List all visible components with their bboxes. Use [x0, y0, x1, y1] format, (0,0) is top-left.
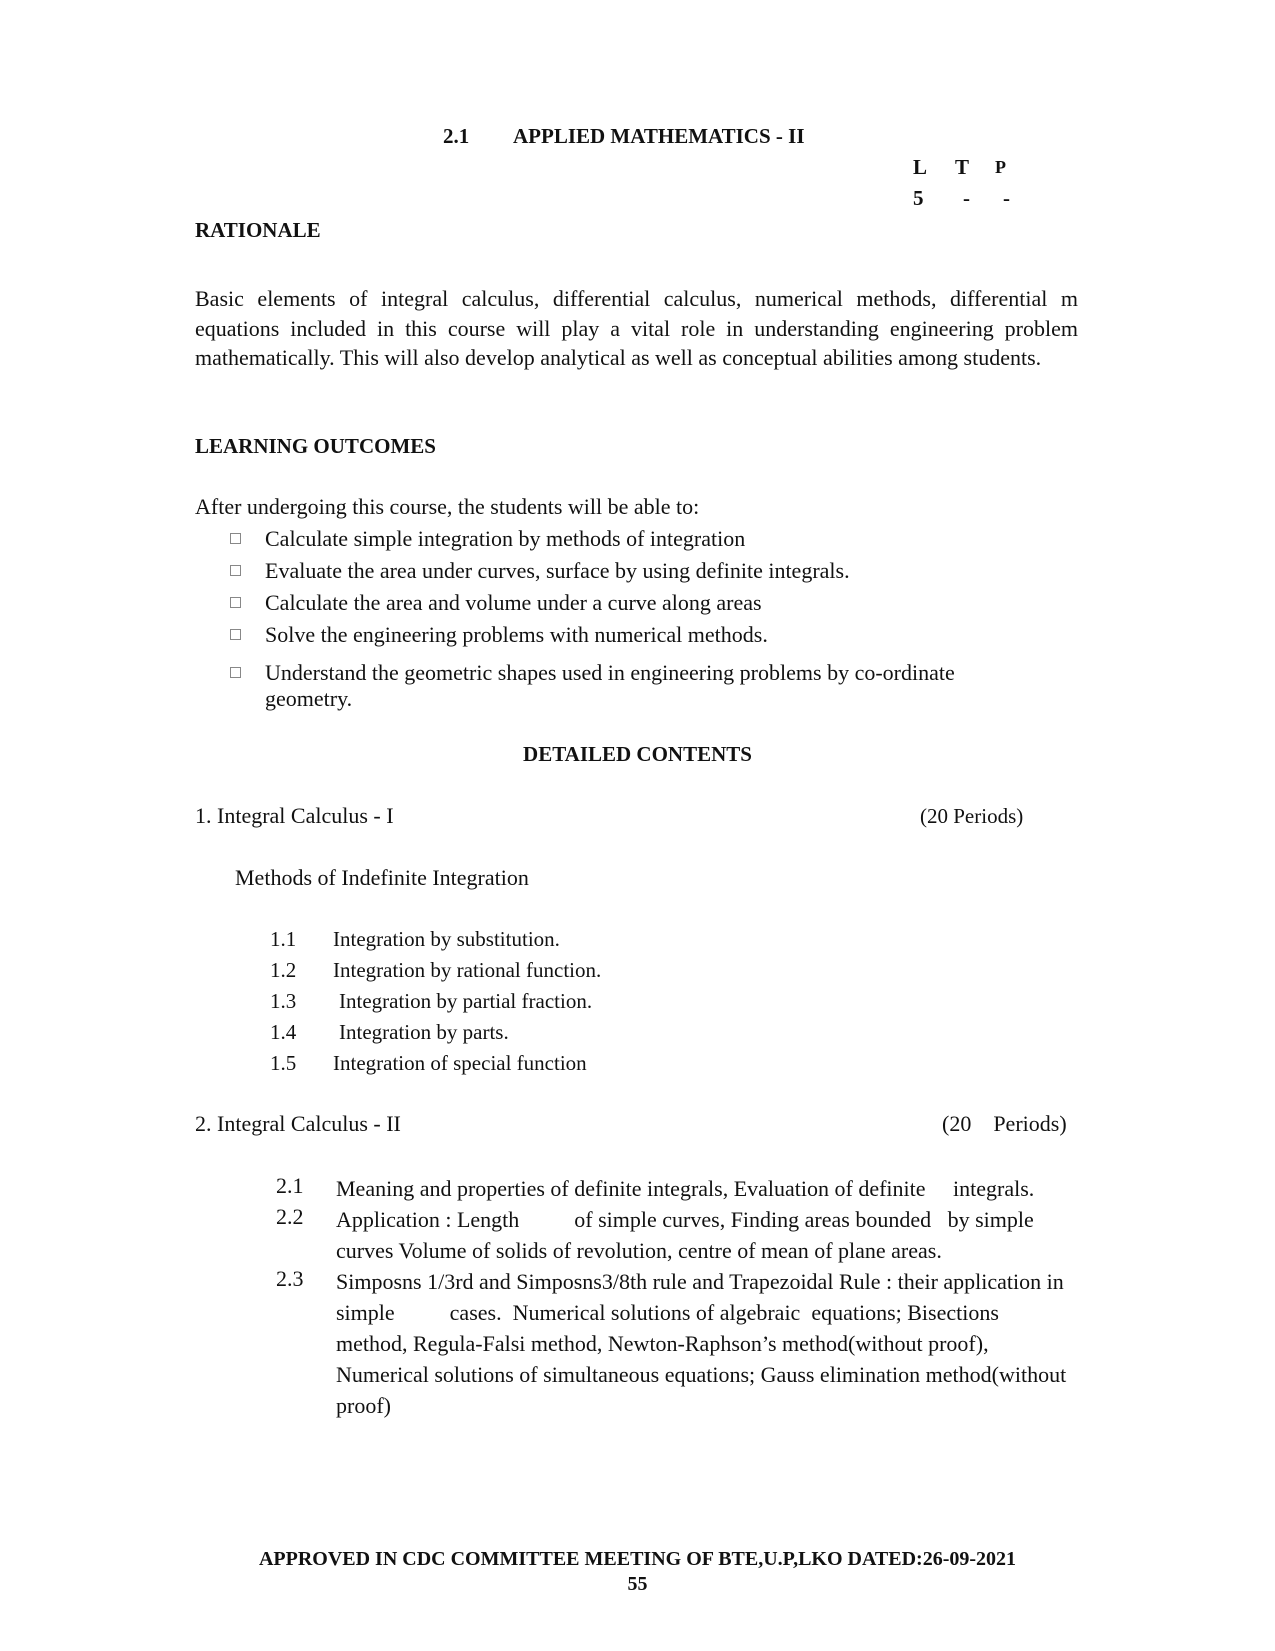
learning-outcomes-intro: After undergoing this course, the students will be able to:: [195, 494, 700, 519]
page-title: APPLIED MATHEMATICS - II: [513, 124, 805, 148]
checkbox-glyph-icon: [230, 565, 241, 576]
outcome-text: Solve the engineering problems with numerical methods.: [265, 622, 768, 647]
ltp-label-l: L: [913, 155, 928, 179]
unit1-item-text: Integration of special function: [333, 1051, 587, 1075]
unit1-item-number: 1.5: [270, 1051, 297, 1075]
approval-footer: APPROVED IN CDC COMMITTEE MEETING OF BTE,U.P,LKO DATED:26-09-2021: [258, 1548, 1017, 1570]
unit2-item-text: Application : Length of simple curves, Finding areas bounded by simple curves Volume of solids of revolution, centre of mean of plane areas.: [336, 1207, 1040, 1263]
checkbox-glyph-icon: [230, 667, 241, 678]
ltp-label-t: T: [955, 155, 970, 179]
checkbox-glyph-icon: [230, 597, 241, 608]
outcome-text: Calculate simple integration by methods of integration: [265, 526, 746, 551]
ltp-value-p: -: [1003, 186, 1010, 210]
unit1-item-text: Integration by parts.: [339, 1020, 509, 1044]
unit1-item-text: Integration by partial fraction.: [339, 989, 593, 1013]
unit2-title: 2. Integral Calculus - II: [195, 1111, 401, 1136]
page-number: 55: [627, 1573, 648, 1595]
ltp-value-l: 5: [913, 186, 924, 210]
unit1-item-number: 1.2: [270, 958, 297, 982]
detailed-contents-heading: DETAILED CONTENTS: [523, 742, 752, 766]
ltp-label-p: P: [995, 157, 1006, 177]
unit1-item-number: 1.3: [270, 989, 297, 1013]
section-number: 2.1: [443, 124, 470, 148]
unit2-periods: (20 Periods): [942, 1111, 1067, 1136]
unit1-title: 1. Integral Calculus - I: [195, 803, 394, 828]
outcome-text: Calculate the area and volume under a curve along areas: [265, 590, 762, 615]
checkbox-glyph-icon: [230, 533, 241, 544]
learning-outcomes-heading: LEARNING OUTCOMES: [195, 434, 436, 458]
unit1-item-text: Integration by rational function.: [333, 958, 602, 982]
ltp-value-t: -: [963, 186, 970, 210]
rationale-heading: RATIONALE: [195, 218, 321, 242]
unit2-item-text: Meaning and properties of definite integrals, Evaluation of definite integrals.: [336, 1176, 1035, 1201]
outcome-text: Understand the geometric shapes used in engineering problems by co-ordinate geometry.: [265, 660, 955, 711]
unit2-item-number: 2.3: [276, 1266, 304, 1291]
unit2-item-text: Simposns 1/3rd and Simposns3/8th rule and Trapezoidal Rule : their application in simple cases. Numerical solutions of algebraic equations; Bisections method, Regula-Falsi method, Newton-Raphson’s method(without proof), Numerical solutions of simultaneous equations; Gauss elimination method(without proof): [336, 1269, 1072, 1418]
outcome-text: Evaluate the area under curves, surface by using definite integrals.: [265, 558, 850, 583]
unit1-item-text: Integration by substitution.: [333, 927, 560, 951]
checkbox-glyph-icon: [230, 629, 241, 640]
unit1-subtitle: Methods of Indefinite Integration: [235, 865, 529, 890]
unit2-item-number: 2.2: [276, 1204, 304, 1229]
unit1-item-number: 1.4: [270, 1020, 297, 1044]
unit2-item-number: 2.1: [276, 1173, 304, 1198]
rationale-paragraph: Basic elements of integral calculus, differential calculus, numerical methods, differential m equations included in this course will play a vital role in understanding engineering problem mathematically. This will also develop analytical as well as conceptual abilities among students.: [195, 286, 1078, 370]
unit1-periods: (20 Periods): [920, 804, 1024, 828]
unit1-item-number: 1.1: [270, 927, 297, 951]
